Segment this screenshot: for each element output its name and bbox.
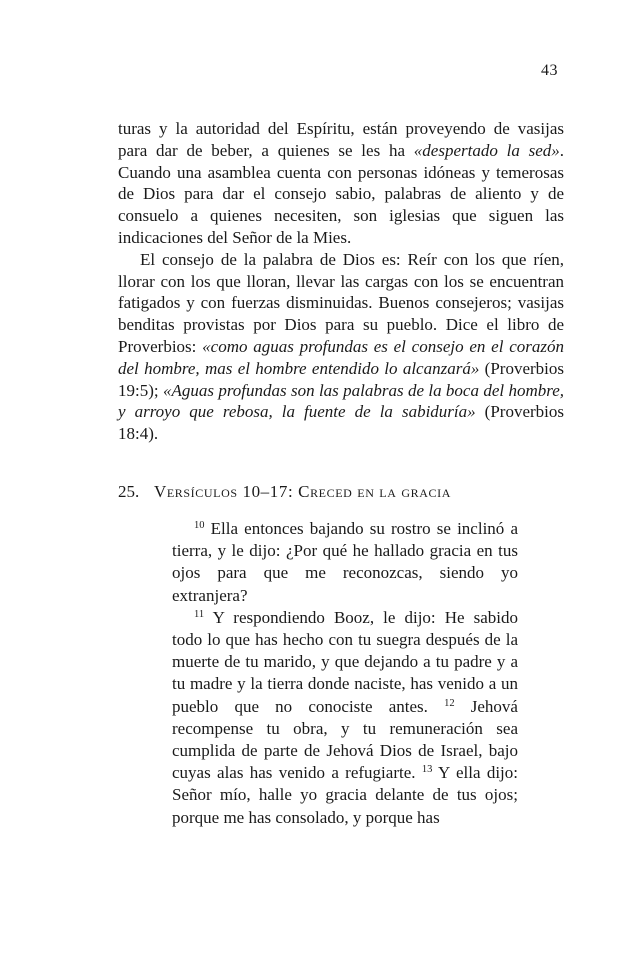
paragraph-2-citation-1: (Proverbios 19:5); [118,358,564,400]
verse-number: 10 [194,520,205,531]
paragraph-1-text-b: . Cuando una asamblea cuenta con personas idóneas y temerosas de Dios para dar el consejo sabio, palabras de aliento y de consuelo a quienes necesiten, son iglesias que siguen las indicaciones del Señor de la Mies. [118,140,564,247]
verse-number: 13 [421,764,433,776]
verse-text: Ella entonces bajando su rostro se inclinó a tierra, y le dijo: ¿Por qué he hallado gracia en tus ojos para que me reconozcas, siendo yo extranjera? [172,519,518,605]
verse-text: Y respondiendo Booz, le dijo: He sabido todo lo que has hecho con tu suegra después de la muerte de tu marido, y que dejando a tu padre y a tu madre y la tierra donde naciste, has venido a un pueblo que no conociste antes. [172,607,518,716]
verse-number: 12 [444,697,455,709]
verse-text: Jehová recompense tu obra, y tu remuneración sea cumplida de parte de Jehová Dios de Israel, bajo cuyas alas has venido a refugiarte. [172,696,518,783]
body-text [118,118,564,445]
paragraph-1 [118,118,564,249]
verse-text: Y ella dijo: Señor mío, halle yo gracia delante de tus ojos; porque me has consolado, y porque has [172,763,518,827]
verse-11-13 [172,607,518,829]
verse-number: 11 [194,608,205,620]
paragraph-2 [118,249,564,445]
scripture-quote [172,518,518,829]
paragraph-2-citation-2: (Proverbios 18:4). [118,402,564,444]
paragraph-1-quote: «despertado la sed» [413,140,560,160]
section-title: Versículos 10–17: Creced en la gracia [154,482,451,501]
paragraph-2-quote-2: «Aguas profundas son las palabras de la boca del hombre, y arroyo que rebosa, la fuente de la sabiduría» [118,380,565,422]
paragraph-2-text-a: El consejo de la palabra de Dios es: Reír con los que ríen, llorar con los que lloran, llevar las cargas con los se encuentran fatigados y con fuerzas disminuidas. Buenos consejeros; vasijas benditas provistas por Dios para su pueblo. Dice el libro de Proverbios: [118,249,564,356]
paragraph-2-quote-1: «como aguas profundas es el consejo en el corazón del hombre, mas el hombre entendido lo alcanzará» [118,336,564,378]
page-number: 43 [541,62,558,79]
section-heading [118,481,564,503]
verse-10 [172,518,518,607]
section-number: 25. [118,482,140,501]
paragraph-1-text-a: turas y la autoridad del Espíritu, están proveyendo de vasijas para dar de beber, a quienes se les ha [118,119,564,160]
